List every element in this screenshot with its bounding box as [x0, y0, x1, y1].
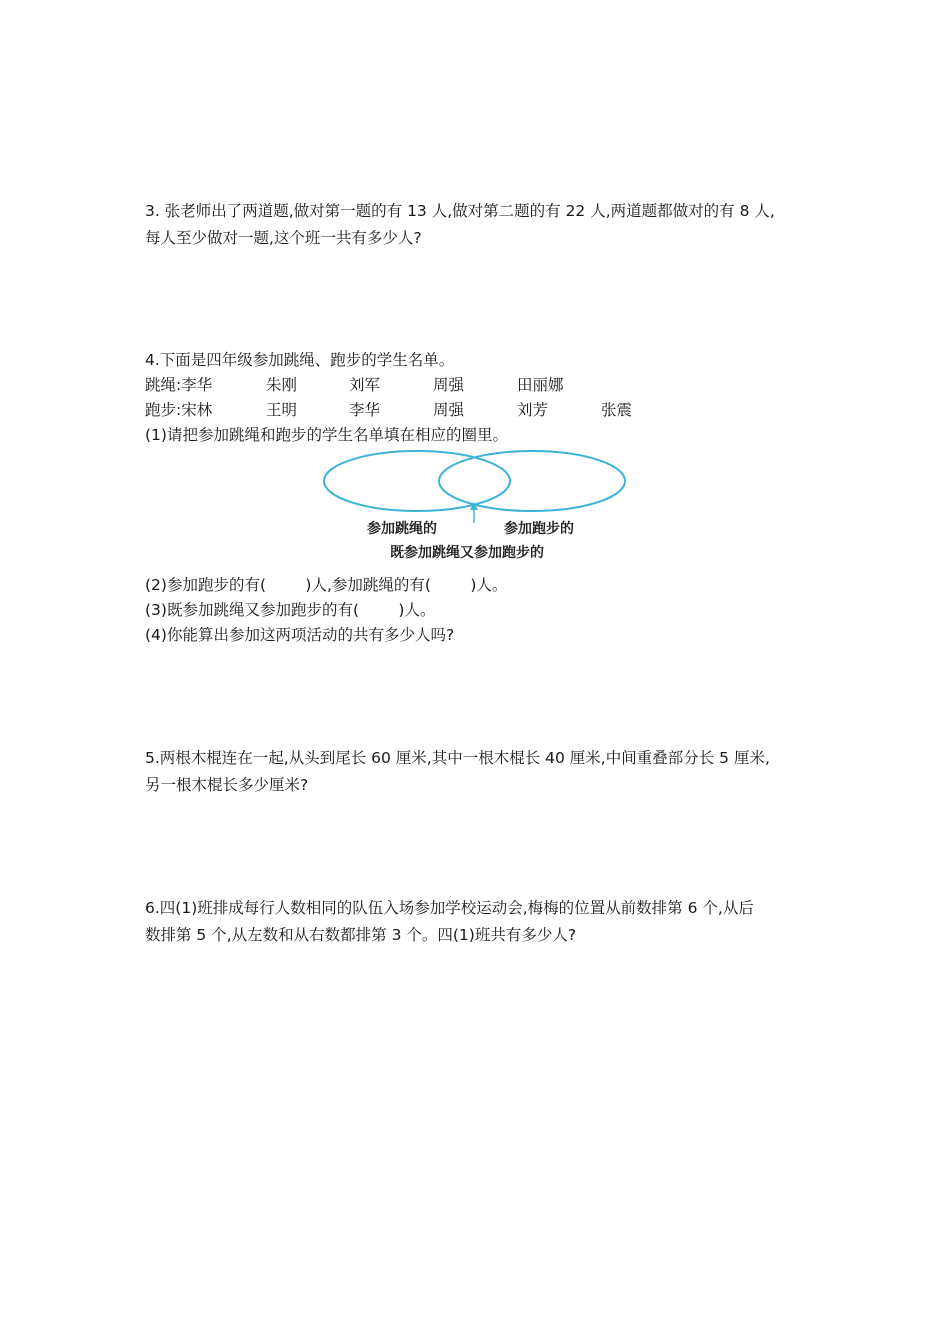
q5-text-line-1: 5.两根木棍连在一起,从头到尾长 60 厘米,其中一根木棍长 40 厘米,中间重叠部分长 5 厘米, [145, 749, 770, 767]
jump-rope-name: 刘军 [349, 376, 381, 394]
running-circle [439, 451, 625, 511]
running-name: 周强 [433, 401, 465, 419]
running-name: 跑步:宋林 [145, 401, 213, 419]
q5-text-line-2: 另一根木棍长多少厘米? [145, 776, 309, 794]
running-name: 张震 [601, 401, 633, 419]
running-name: 李华 [349, 401, 381, 419]
q3-text-line-1: 3. 张老师出了两道题,做对第一题的有 13 人,做对第二题的有 22 人,两道题都做对的有 8 人, [145, 202, 775, 220]
jump-rope-name: 朱刚 [266, 376, 298, 394]
q4-sub-question-3: (3)既参加跳绳又参加跑步的有( )人。 [145, 601, 436, 619]
label-running: 参加跑步的 [504, 521, 574, 537]
running-name: 刘芳 [517, 401, 549, 419]
q6-text-line-1: 6.四(1)班排成每行人数相同的队伍入场参加学校运动会,梅梅的位置从前数排第 6 个,从后 [145, 899, 754, 917]
running-list [145, 400, 745, 420]
label-jump-rope: 参加跳绳的 [367, 521, 437, 537]
venn-diagram [310, 448, 640, 570]
q4-sub-question-2: (2)参加跑步的有( )人,参加跳绳的有( )人。 [145, 576, 508, 594]
label-both: 既参加跳绳又参加跑步的 [390, 545, 544, 561]
venn-circles [310, 448, 640, 524]
q3-text-line-2: 每人至少做对一题,这个班一共有多少人? [145, 229, 422, 247]
jump-rope-name: 田丽娜 [517, 376, 564, 394]
q6-text-line-2: 数排第 5 个,从左数和从右数都排第 3 个。四(1)班共有多少人? [145, 926, 577, 944]
q4-intro: 4.下面是四年级参加跳绳、跑步的学生名单。 [145, 351, 455, 369]
jump-rope-name: 周强 [433, 376, 465, 394]
jump-rope-name: 跳绳:李华 [145, 376, 213, 394]
jump-rope-circle [324, 451, 510, 511]
jump-rope-list [145, 375, 745, 395]
q4-sub-question-4: (4)你能算出参加这两项活动的共有多少人吗? [145, 626, 455, 644]
running-name: 王明 [266, 401, 298, 419]
q4-sub-question-1: (1)请把参加跳绳和跑步的学生名单填在相应的圈里。 [145, 426, 508, 444]
